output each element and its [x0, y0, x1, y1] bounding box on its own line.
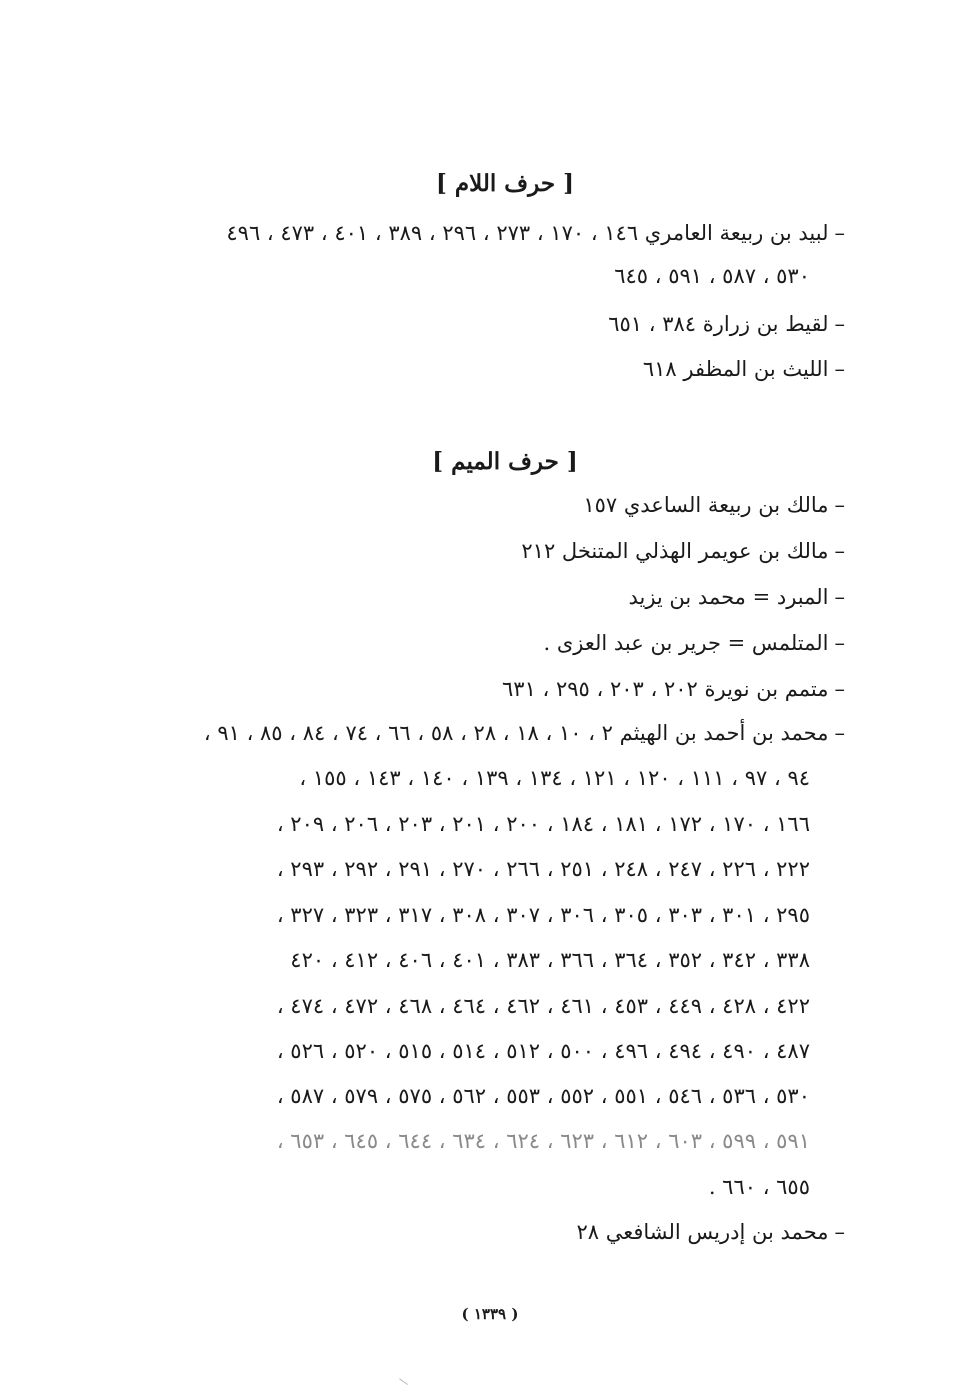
- entry-text: لقيط بن زرارة ٣٨٤ ، ٦٥١: [608, 312, 829, 336]
- section-heading-mim: [ حرف الميم ]: [432, 448, 578, 475]
- entry-continuation-line: ٩٤ ، ٩٧ ، ١١١ ، ١٢٠ ، ١٢١ ، ١٣٤ ، ١٣٩ ، ١٤٠ ، ١٤٣ ، ١٥٥ ،: [299, 766, 810, 790]
- entry-continuation-line: ٥٩١ ، ٥٩٩ ، ٦٠٣ ، ٦١٢ ، ٦٢٣ ، ٦٢٤ ، ٦٣٤ ، ٦٤٤ ، ٦٤٥ ، ٦٥٣ ،: [276, 1129, 810, 1153]
- entry-dash: –: [834, 493, 845, 517]
- entry-continuation-line: ٥٣٠ ، ٥٣٦ ، ٥٤٦ ، ٥٥١ ، ٥٥٢ ، ٥٥٣ ، ٥٦٢ ، ٥٧٥ ، ٥٧٩ ، ٥٨٧ ،: [276, 1084, 810, 1108]
- section-heading-lam: [ حرف اللام ]: [436, 170, 574, 197]
- entry-text: مالك بن ربيعة الساعدي ١٥٧: [583, 493, 829, 517]
- entry-text: محمد بن إدريس الشافعي ٢٨: [576, 1220, 829, 1244]
- entry-continuation-line: ٥٣٠ ، ٥٨٧ ، ٥٩١ ، ٦٤٥: [614, 264, 810, 288]
- index-entry-muhammad-haytham: [204, 718, 845, 748]
- entry-dash: –: [834, 221, 845, 245]
- entry-continuation-line: ١٦٦ ، ١٧٠ ، ١٧٢ ، ١٨١ ، ١٨٤ ، ٢٠٠ ، ٢٠١ ، ٢٠٣ ، ٢٠٦ ، ٢٠٩ ،: [276, 812, 810, 836]
- entry-text: الليث بن المظفر ٦١٨: [642, 357, 829, 381]
- entry-dash: –: [834, 312, 845, 336]
- scan-speck: [398, 1378, 408, 1386]
- page-number: ( ١٣٣٩ ): [461, 1305, 519, 1323]
- entry-text: المبرد = محمد بن يزيد: [628, 585, 829, 609]
- entry-dash: –: [834, 721, 845, 745]
- entry-continuation-line: ٣٣٨ ، ٣٤٢ ، ٣٥٢ ، ٣٦٤ ، ٣٦٦ ، ٣٨٣ ، ٤٠١ ، ٤٠٦ ، ٤١٢ ، ٤٢٠: [290, 948, 810, 972]
- entry-text: مالك بن عويمر الهذلي المتنخل ٢١٢: [521, 539, 829, 563]
- entry-dash: –: [834, 357, 845, 381]
- index-entry-mutalammis: [543, 628, 845, 658]
- index-entry-malik-uwaymir: [521, 536, 845, 566]
- entry-dash: –: [834, 631, 845, 655]
- entry-continuation-line: ٢٢٢ ، ٢٢٦ ، ٢٤٧ ، ٢٤٨ ، ٢٥١ ، ٢٦٦ ، ٢٧٠ ، ٢٩١ ، ٢٩٢ ، ٢٩٣ ،: [276, 857, 810, 881]
- entry-continuation-line: ٢٩٥ ، ٣٠١ ، ٣٠٣ ، ٣٠٥ ، ٣٠٦ ، ٣٠٧ ، ٣٠٨ ، ٣١٧ ، ٣٢٣ ، ٣٢٧ ،: [276, 903, 810, 927]
- entry-dash: –: [834, 677, 845, 701]
- index-entry-layth: [643, 354, 845, 384]
- entry-text: لبيد بن ربيعة العامري ١٤٦ ، ١٧٠ ، ٢٧٣ ، ٢٩٦ ، ٣٨٩ ، ٤٠١ ، ٤٧٣ ، ٤٩٦: [226, 221, 829, 245]
- index-entry-malik-rabia: [583, 490, 845, 520]
- index-entry-mubarrad: [628, 582, 845, 612]
- entry-dash: –: [834, 585, 845, 609]
- index-entry-mutammim: [502, 674, 845, 704]
- entry-continuation-line: ٤٢٢ ، ٤٢٨ ، ٤٤٩ ، ٤٥٣ ، ٤٦١ ، ٤٦٢ ، ٤٦٤ ، ٤٦٨ ، ٤٧٢ ، ٤٧٤ ،: [276, 994, 810, 1018]
- entry-dash: –: [834, 539, 845, 563]
- entry-continuation-line: ٦٥٥ ، ٦٦٠ .: [708, 1175, 810, 1199]
- entry-dash: –: [834, 1220, 845, 1244]
- entry-text: المتلمس = جرير بن عبد العزى .: [543, 631, 829, 655]
- entry-text: محمد بن أحمد بن الهيثم ٢ ، ١٠ ، ١٨ ، ٢٨ ، ٥٨ ، ٦٦ ، ٧٤ ، ٨٤ ، ٨٥ ، ٩١ ،: [203, 721, 829, 745]
- entry-text: متمم بن نويرة ٢٠٢ ، ٢٠٣ ، ٢٩٥ ، ٦٣١: [502, 677, 829, 701]
- index-entry-laqit: [608, 309, 845, 339]
- index-entry-labid: [226, 218, 845, 248]
- index-entry-shafii: [576, 1217, 845, 1247]
- entry-continuation-line: ٤٨٧ ، ٤٩٠ ، ٤٩٤ ، ٤٩٦ ، ٥٠٠ ، ٥١٢ ، ٥١٤ ، ٥١٥ ، ٥٢٠ ، ٥٢٦ ،: [276, 1039, 810, 1063]
